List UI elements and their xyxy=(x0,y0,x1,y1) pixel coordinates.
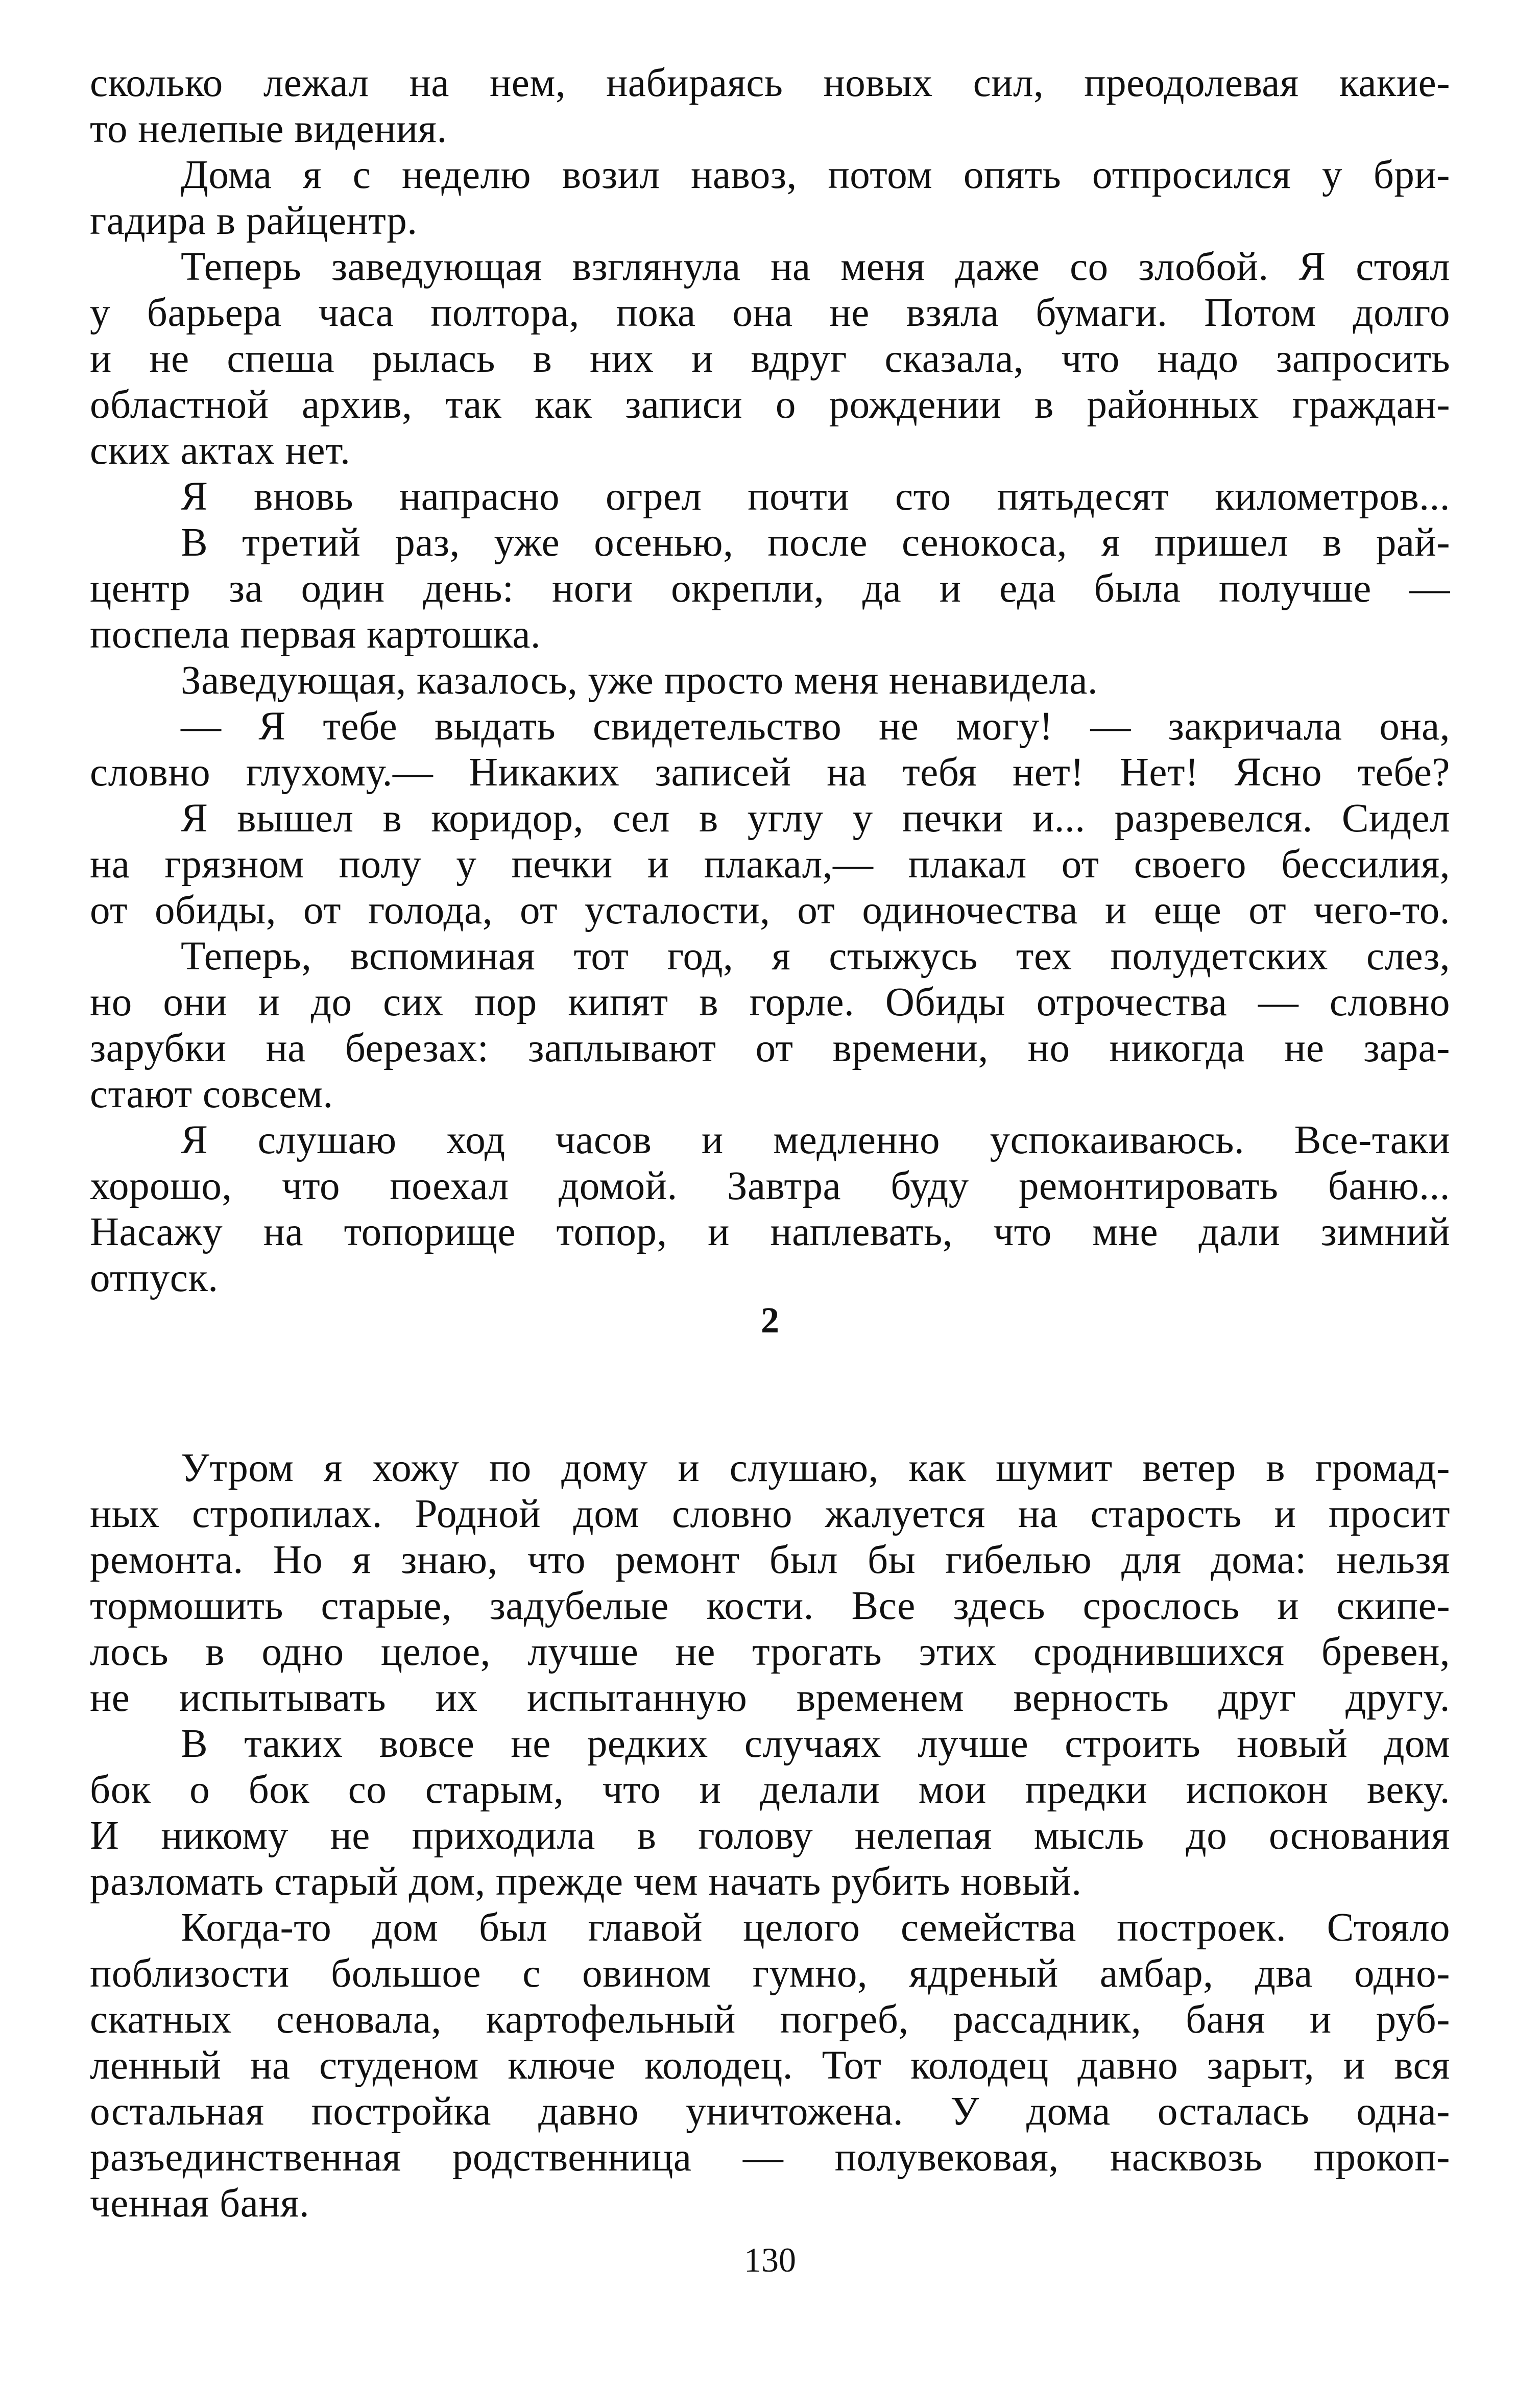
text-line: стают совсем. xyxy=(90,1072,333,1116)
text-line: Я вновь напрасно огрел почти сто пятьдесят километров... xyxy=(181,474,1450,519)
text-line: центр за один день: ноги окрепли, да и еда была получше — xyxy=(90,566,1450,611)
text-line: И никому не приходила в голову нелепая мысль до основания xyxy=(90,1814,1450,1858)
paragraph xyxy=(90,1445,1450,1721)
text-line: ленный на студеном ключе колодец. Тот колодец давно зарыт, и вся xyxy=(90,2043,1450,2088)
text-line: Теперь, вспоминая тот год, я стыжусь тех полудетских слез, xyxy=(181,934,1450,979)
paragraph xyxy=(90,934,1450,1117)
text-line: областной архив, так как записи о рождении в районных граждан- xyxy=(90,383,1450,427)
text-line: тормошить старые, задубелые кости. Все здесь срослось и скипе- xyxy=(90,1584,1450,1628)
text-line: на грязном полу у печки и плакал,— плакал от своего бессилия, xyxy=(90,842,1450,887)
text-line: словно глухому.— Никаких записей на тебя нет! Нет! Ясно тебе? xyxy=(90,750,1450,795)
text-line: отпуск. xyxy=(90,1256,219,1300)
text-line: Насажу на топорище топор, и наплевать, что мне дали зимний xyxy=(90,1210,1450,1254)
text-line: Я вышел в коридор, сел в углу у печки и... разревелся. Сидел xyxy=(181,796,1450,841)
text-line: лось в одно целое, лучше не трогать этих сроднившихся бревен, xyxy=(90,1630,1450,1674)
text-line: поблизости большое с овином гумно, ядреный амбар, два одно- xyxy=(90,1951,1450,1996)
text-line: разъединственная родственница — полувековая, насквозь прокоп- xyxy=(90,2135,1450,2180)
paragraph xyxy=(90,520,1450,658)
chapter-number xyxy=(0,1297,1360,1343)
text-line: остальная постройка давно уничтожена. У дома осталась одна- xyxy=(90,2089,1450,2134)
text-line: ных стропилах. Родной дом словно жалуется на старость и просит xyxy=(90,1492,1450,1536)
text-line: зарубки на березах: заплывают от времени, но никогда не зара- xyxy=(90,1026,1450,1070)
section-1 xyxy=(90,60,1450,1301)
text-line: Дома я с неделю возил навоз, потом опять отпросился у бри- xyxy=(181,153,1450,197)
text-line: — Я тебе выдать свидетельство не могу! — закричала она, xyxy=(181,704,1450,749)
text-line: В таких вовсе не редких случаях лучше строить новый дом xyxy=(181,1722,1450,1766)
text-line: Теперь заведующая взглянула на меня даже со злобой. Я стоял xyxy=(181,245,1450,289)
paragraph xyxy=(90,704,1450,796)
text-line: гадира в райцентр. xyxy=(90,199,418,243)
paragraph xyxy=(90,796,1450,934)
paragraph xyxy=(90,1721,1450,1905)
text-line: Заведующая, казалось, уже просто меня ненавидела. xyxy=(181,658,1098,703)
text-line: Когда-то дом был главой целого семейства построек. Стояло xyxy=(181,1905,1450,1950)
text-line: ремонта. Но я знаю, что ремонт был бы гибелью для дома: нельзя xyxy=(90,1538,1450,1582)
paragraph xyxy=(90,474,1450,520)
text-line: ских актах нет. xyxy=(90,428,351,473)
paragraph xyxy=(90,60,1450,152)
text-line: бок о бок со старым, что и делали мои предки испокон веку. xyxy=(90,1768,1450,1812)
text-line: Я слушаю ход часов и медленно успокаиваюсь. Все-таки xyxy=(181,1118,1450,1162)
text-line: скатных сеновала, картофельный погреб, рассадник, баня и руб- xyxy=(90,1997,1450,2042)
paragraph xyxy=(90,244,1450,474)
text-line: разломать старый дом, прежде чем начать рубить новый. xyxy=(90,1859,1082,1904)
paragraph xyxy=(90,152,1450,244)
text-line: В третий раз, уже осенью, после сенокоса, я пришел в рай- xyxy=(181,520,1450,565)
chapter-number-text: 2 xyxy=(761,1300,779,1341)
text-line: но они и до сих пор кипят в горле. Обиды отрочества — словно xyxy=(90,980,1450,1024)
text-line: сколько лежал на нем, набираясь новых сил, преодолевая какие- xyxy=(90,61,1450,105)
text-line: и не спеша рылась в них и вдруг сказала, что надо запросить xyxy=(90,337,1450,381)
text-line: не испытывать их испытанную временем верность друг другу. xyxy=(90,1676,1450,1720)
text-line: у барьера часа полтора, пока она не взяла бумаги. Потом долго xyxy=(90,291,1450,335)
text-line: поспела первая картошка. xyxy=(90,612,541,657)
paragraph xyxy=(90,1117,1450,1301)
section-2 xyxy=(90,1445,1450,2227)
page-number: 130 xyxy=(744,2240,796,2279)
text-line: Утром я хожу по дому и слушаю, как шумит ветер в громад- xyxy=(181,1446,1450,1490)
text-line: хорошо, что поехал домой. Завтра буду ремонтировать баню... xyxy=(90,1164,1450,1208)
paragraph xyxy=(90,1905,1450,2227)
paragraph xyxy=(90,658,1450,704)
text-line: ченная баня. xyxy=(90,2181,310,2226)
text-line: от обиды, от голода, от усталости, от одиночества и еще от чего-то. xyxy=(90,888,1450,933)
text-line: то нелепые видения. xyxy=(90,107,447,151)
